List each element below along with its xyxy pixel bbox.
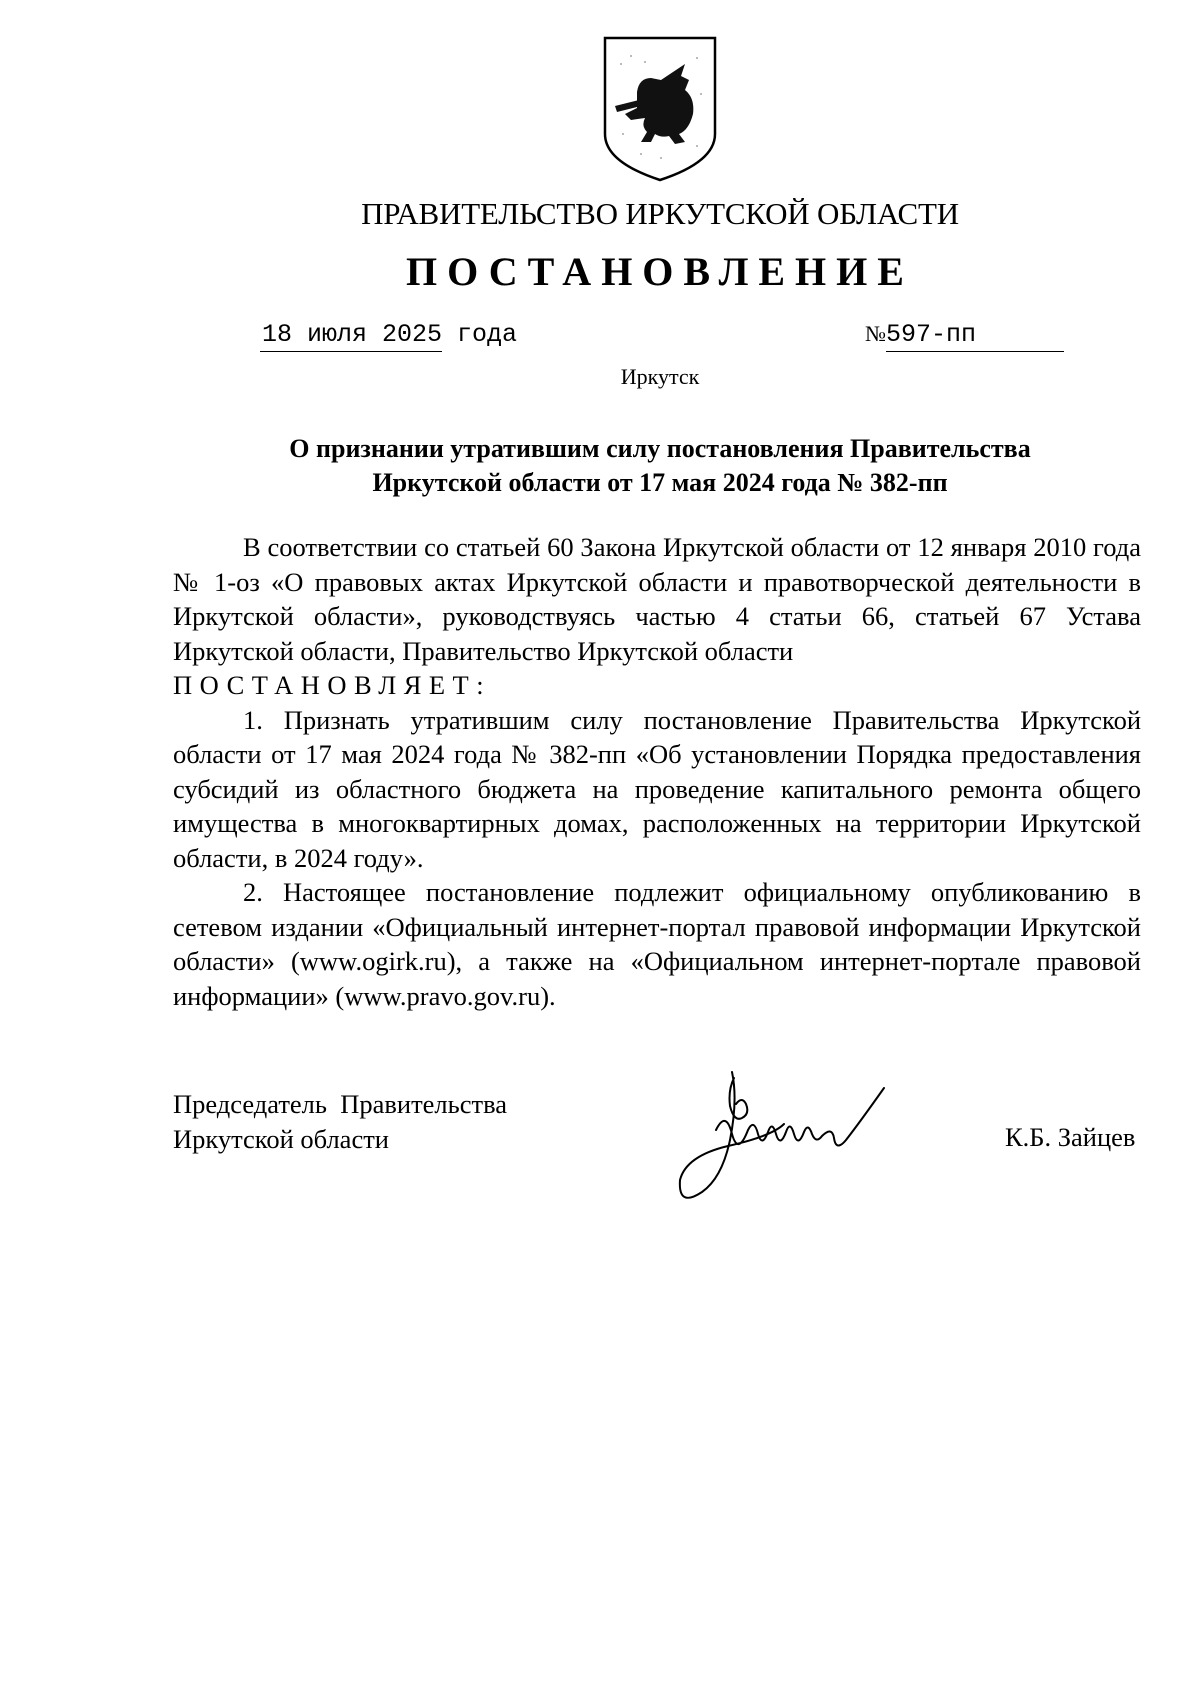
number-sign: №	[865, 321, 886, 346]
document-number	[865, 320, 1064, 352]
signer-name: К.Б. Зайцев	[1005, 1122, 1136, 1152]
document-date	[260, 320, 517, 352]
signer-position-line-2: Иркутской области	[173, 1124, 389, 1154]
date-value: 18 июля 2025	[260, 320, 442, 352]
title-line-1: О признании утратившим силу постановления Правительства	[289, 434, 1031, 463]
item-2-paragraph: 2. Настоящее постановление подлежит официальному опубликованию в сетевом издании «Официальный интернет-портал правовой информации Иркутской области» (www.ogirk.ru), а также на «Официальном интернет-портале правовой информации» (www.pravo.gov.ru).	[173, 877, 1141, 1011]
date-suffix: года	[457, 320, 518, 349]
signer-position	[173, 1087, 507, 1157]
number-value: 597-пп	[886, 320, 1064, 352]
irkutsk-coat-of-arms-icon	[601, 34, 719, 184]
title-line-2: Иркутской области от 17 мая 2024 года № 382-пп	[372, 468, 948, 497]
signer-position-line-1: Председатель Правительства	[173, 1089, 508, 1119]
item-1-paragraph: 1. Признать утратившим силу постановление Правительства Иркутской области от 17 мая 2024 года № 382-пп «Об установлении Порядка предоставления субсидий из областного бюджета на проведение капитального ремонта общего имущества в многоквартирных домах, расположенных на территории Иркутской области, в 2024 году».	[173, 704, 1141, 873]
organization-name: ПРАВИТЕЛЬСТВО ИРКУТСКОЙ ОБЛАСТИ	[361, 196, 959, 231]
document-body	[173, 530, 1141, 1013]
city: Иркутск	[620, 364, 700, 389]
document-title	[175, 432, 1145, 500]
resolves-heading: ПОСТАНОВЛЯЕТ:	[173, 670, 492, 700]
preamble-paragraph: В соответствии со статьей 60 Закона Иркутской области от 12 января 2010 года № 1-оз «О правовых актах Иркутской области и правотворческой деятельности в Иркутской области», руководствуясь частью 4 статьи 66, статьей 67 Устава Иркутской области, Правительство Иркутской области	[173, 532, 1141, 666]
handwritten-signature-icon	[672, 1060, 932, 1220]
document-type: ПОСТАНОВЛЕНИЕ	[406, 249, 914, 294]
